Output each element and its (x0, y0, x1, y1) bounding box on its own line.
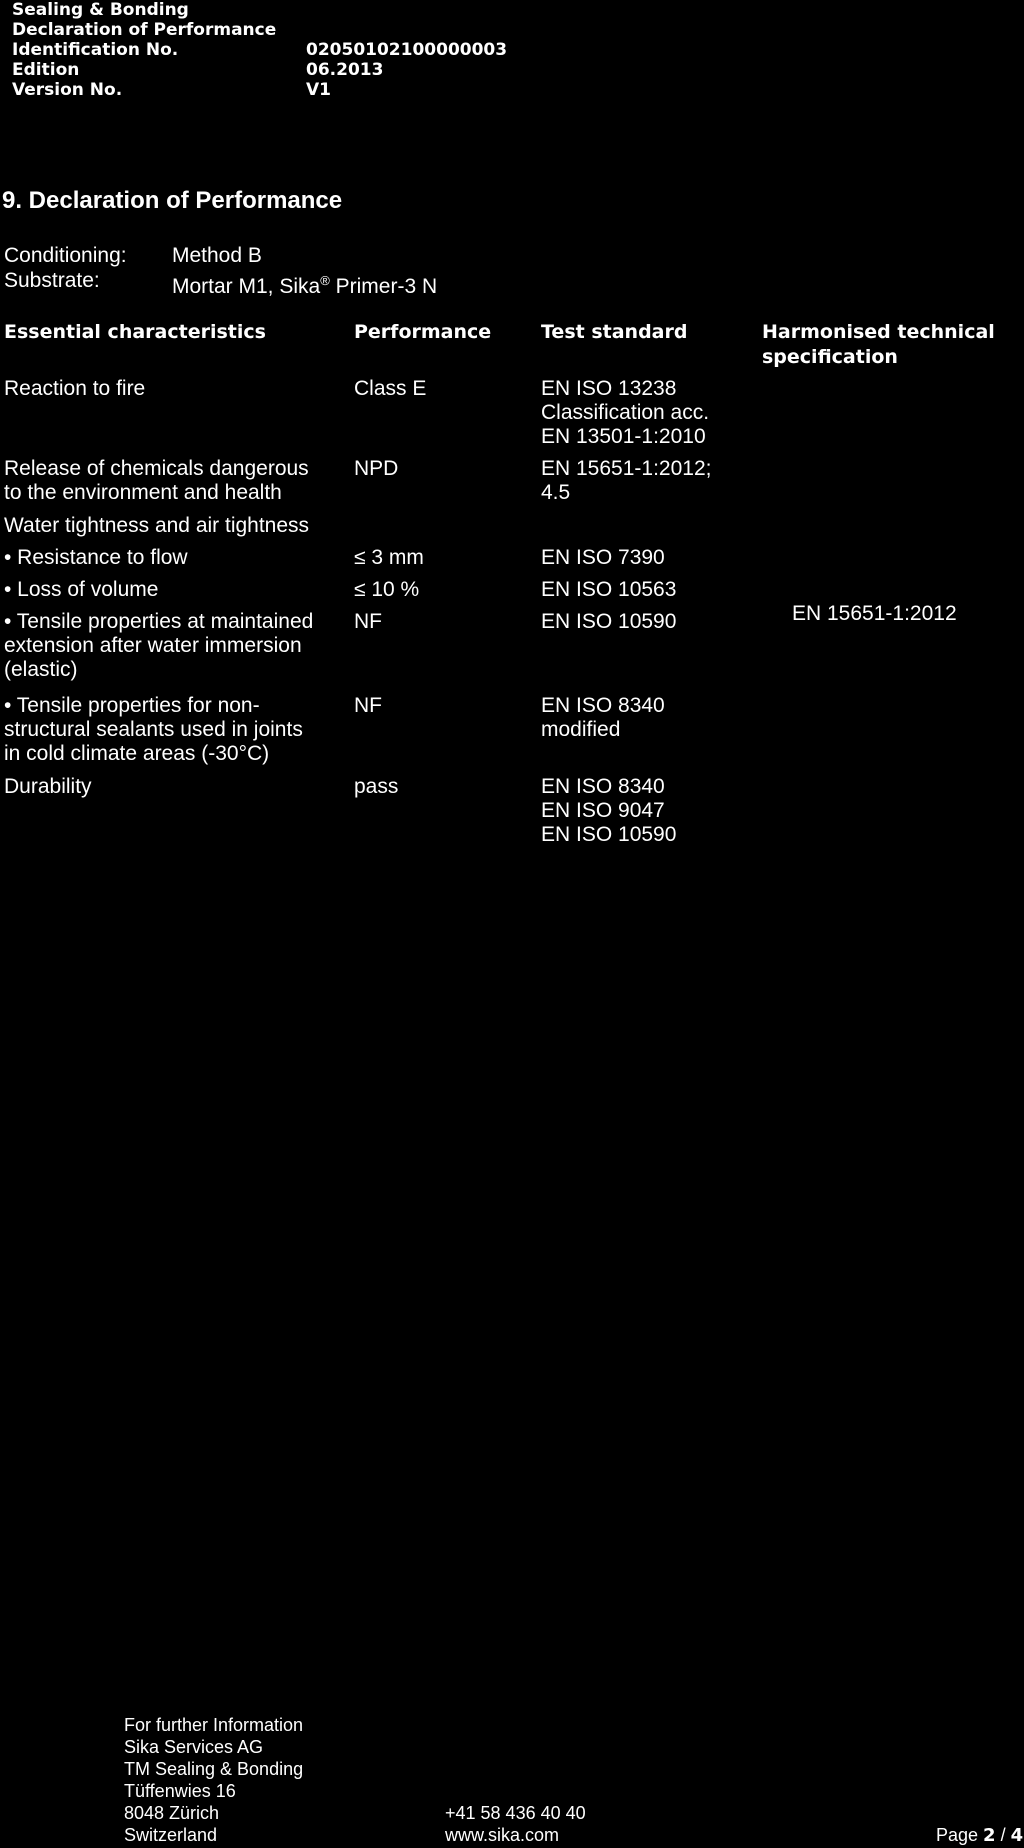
col-header-harmonised: Harmonised technical specification (762, 321, 995, 368)
page-current: 2 (983, 1825, 996, 1846)
footer-line: For further Information (124, 1715, 304, 1735)
doc-header-values (306, 40, 507, 100)
row-performance: NPD (354, 457, 399, 480)
version-value: V1 (306, 80, 331, 100)
row-performance: ≤ 3 mm (354, 546, 424, 569)
row-characteristic: • Loss of volume (4, 578, 159, 601)
registered-mark: ® (320, 273, 330, 288)
col-header-characteristics: Essential characteristics (4, 321, 266, 343)
page-sep: / (995, 1825, 1011, 1845)
edition-value: 06.2013 (306, 60, 384, 80)
section-title: 9. Declaration of Performance (2, 187, 343, 214)
row-characteristic: • Tensile properties for non- structural sealants used in joints in cold climate areas (-30°C) (4, 694, 303, 765)
conditioning-value: Method B (172, 244, 262, 267)
row-characteristic: Durability (4, 775, 92, 798)
row-characteristic: Release of chemicals dangerous to the environment and health (4, 457, 309, 504)
col-header-performance: Performance (354, 321, 492, 343)
footer-line: 8048 Zürich (124, 1803, 220, 1823)
row-standard: EN ISO 10563 (541, 578, 677, 601)
footer-line: TM Sealing & Bonding (124, 1759, 304, 1779)
row-performance: pass (354, 775, 399, 798)
footer-website[interactable]: www.sika.com (445, 1825, 560, 1845)
row-standard: EN ISO 8340 EN ISO 9047 EN ISO 10590 (541, 775, 677, 846)
edition-label: Edition (12, 60, 80, 80)
row-standard: EN 15651-1:2012; 4.5 (541, 457, 712, 504)
row-performance: Class E (354, 377, 427, 400)
substrate-value (172, 268, 437, 299)
conditioning-label: Conditioning: (4, 244, 127, 267)
footer-line: Switzerland (124, 1825, 218, 1845)
company-line: Sealing & Bonding (12, 0, 189, 20)
id-label: Identification No. (12, 40, 179, 60)
id-value: 02050102100000003 (306, 40, 508, 60)
page-label: Page (936, 1825, 984, 1845)
page-number (936, 1824, 1023, 1847)
row-performance: NF (354, 610, 382, 633)
row-characteristic: • Resistance to flow (4, 546, 188, 569)
row-characteristic: Water tightness and air tightness (4, 514, 310, 537)
page-total: 4 (1010, 1825, 1024, 1846)
version-label: Version No. (12, 80, 123, 100)
harmonised-spec-value: EN 15651-1:2012 (792, 602, 957, 625)
footer-address (124, 1714, 303, 1846)
doc-header (12, 0, 276, 100)
col-header-test-standard: Test standard (541, 321, 688, 343)
footer-contact (445, 1802, 586, 1846)
footer-phone: +41 58 436 40 40 (445, 1803, 586, 1823)
row-standard: EN ISO 8340 modified (541, 694, 665, 741)
row-standard: EN ISO 7390 (541, 546, 665, 569)
row-characteristic: Reaction to fire (4, 377, 146, 400)
row-standard: EN ISO 10590 (541, 610, 677, 633)
row-performance: NF (354, 694, 382, 717)
doc-type: Declaration of Performance (12, 20, 277, 40)
row-characteristic: • Tensile properties at maintained extension after water immersion (elastic) (4, 610, 314, 681)
footer-line: Tüffenwies 16 (124, 1781, 236, 1801)
row-standard: EN ISO 13238 Classification acc. EN 13501-1:2010 (541, 377, 710, 448)
footer-line: Sika Services AG (124, 1737, 264, 1757)
row-performance: ≤ 10 % (354, 578, 420, 601)
substrate-text-post: Primer-3 N (329, 275, 438, 298)
substrate-text: Mortar M1, Sika (172, 275, 321, 298)
substrate-label: Substrate: (4, 269, 100, 292)
